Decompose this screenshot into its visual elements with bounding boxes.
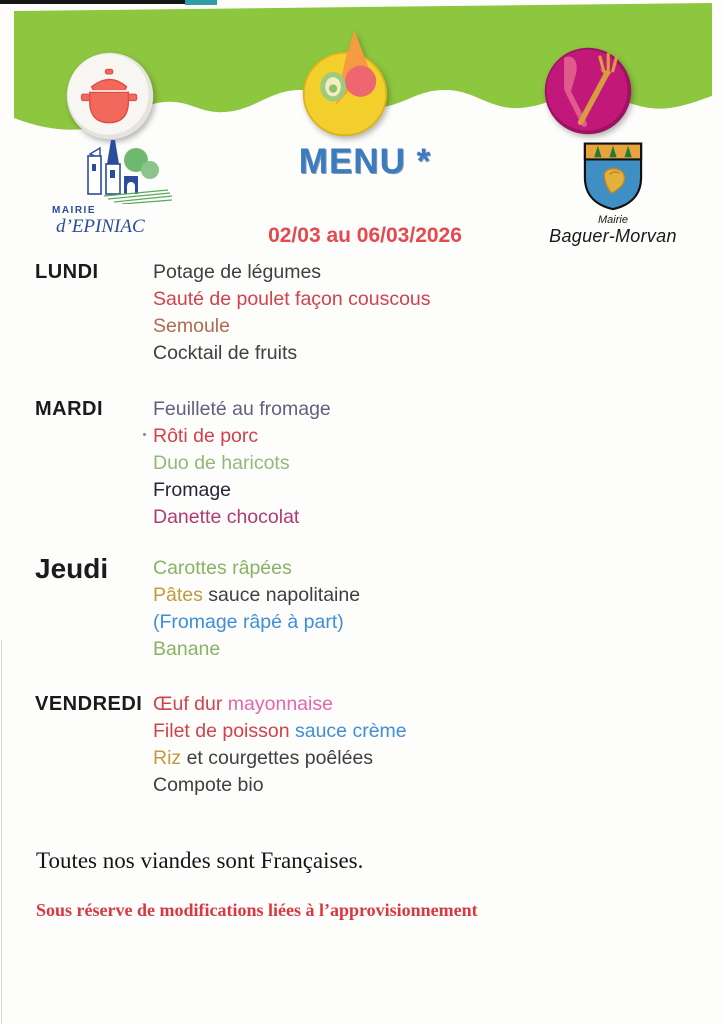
dish-part: Danette chocolat: [153, 506, 300, 528]
dish-part: Fromage: [153, 479, 232, 501]
day-label: MARDI: [35, 398, 104, 420]
dish-part: sauce crème: [289, 720, 407, 742]
dish-line: [153, 313, 431, 340]
dish-line: [153, 555, 360, 582]
dish-part: Semoule: [153, 315, 230, 337]
epiniac-logo: [44, 138, 184, 238]
day-label: LUNDI: [35, 261, 99, 283]
dish-part: Carottes râpées: [153, 557, 292, 579]
cooking-pot-badge: [64, 50, 156, 142]
epiniac-logo-text-name: d’EPINIAC: [56, 216, 145, 237]
dish-line: [153, 718, 407, 745]
date-range: 02/03 au 06/03/2026: [268, 224, 462, 247]
day-label: VENDREDI: [35, 693, 143, 715]
cutlery-badge: [542, 45, 634, 137]
dish-part: Filet de poisson: [153, 720, 290, 742]
dish-part: Riz: [153, 747, 182, 769]
dish-list: [153, 259, 431, 367]
dish-line: [153, 504, 331, 531]
dish-list: [153, 691, 407, 799]
scan-speck: [143, 433, 146, 436]
dish-line: [153, 286, 431, 313]
dish-line: [153, 609, 360, 636]
dish-list: [153, 555, 360, 663]
dish-part: (Fromage râpé à part): [153, 611, 344, 633]
dish-line: [153, 636, 360, 663]
dish-part: Feuilleté au fromage: [153, 398, 331, 420]
church-illustration: [64, 138, 174, 204]
dish-part: Banane: [153, 638, 221, 660]
meat-origin-note: Toutes nos viandes sont Françaises.: [36, 848, 364, 873]
epiniac-logo-text-mairie: MAIRIE: [52, 205, 96, 216]
dish-line: [153, 691, 407, 718]
baguer-morvan-logo: [528, 140, 698, 247]
dish-part: Œuf dur: [153, 693, 223, 715]
dish-line: [153, 259, 431, 286]
baguer-logo-text-name: Baguer-Morvan: [549, 226, 677, 246]
dish-line: [153, 340, 431, 367]
dish-part: Potage de légumes: [153, 261, 322, 283]
page-title: MENU *: [298, 142, 432, 181]
dish-part: Cocktail de fruits: [153, 342, 298, 364]
dish-part: mayonnaise: [222, 693, 333, 715]
fruits-icon: [304, 30, 387, 136]
dish-part: Pâtes: [153, 584, 203, 606]
dish-line: [153, 745, 407, 772]
dish-line: [153, 450, 331, 477]
coat-of-arms: [580, 140, 646, 212]
dish-part: Sauté de poulet façon couscous: [153, 288, 431, 310]
dish-part: sauce napolitaine: [202, 584, 361, 606]
dish-part: et courgettes poêlées: [181, 747, 374, 769]
dish-list: [153, 396, 331, 531]
dish-line: [153, 477, 331, 504]
supply-disclaimer: Sous réserve de modifications liées à l’approvisionnement: [36, 900, 478, 920]
baguer-logo-text-mairie: Mairie: [598, 214, 628, 226]
dish-line: [153, 772, 407, 799]
dish-part: Rôti de porc: [153, 425, 259, 447]
dish-part: Duo de haricots: [153, 452, 290, 474]
fruits-badge: [299, 28, 391, 140]
dish-line: [153, 396, 331, 423]
day-label: Jeudi: [35, 553, 109, 584]
scan-edge-line: [1, 640, 2, 1024]
dish-part: Compote bio: [153, 774, 264, 796]
dish-line: [153, 423, 331, 450]
dish-line: [153, 582, 360, 609]
